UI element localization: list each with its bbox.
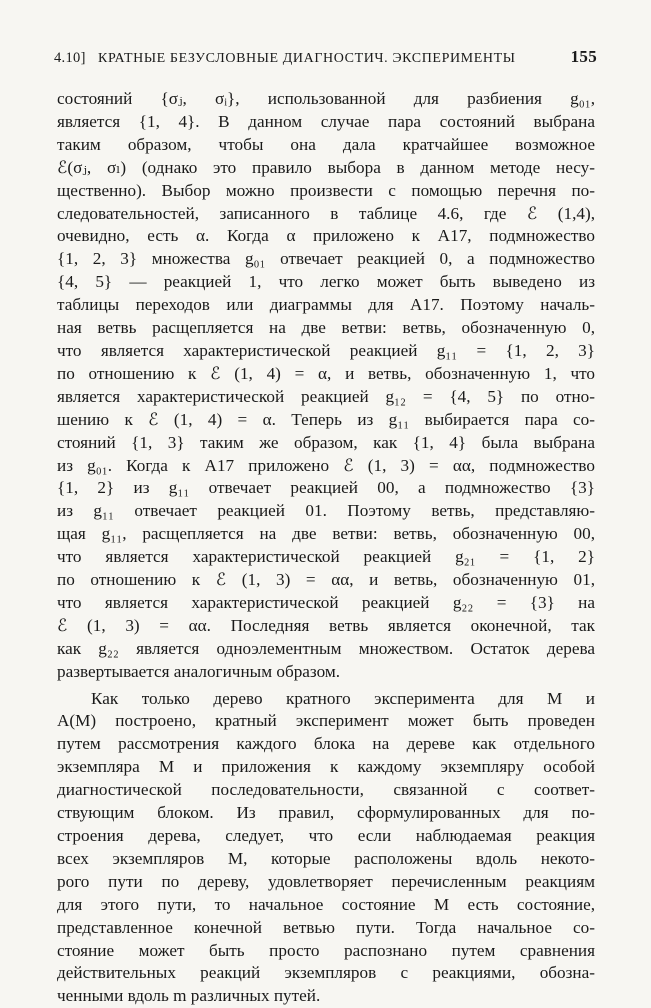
text-line: следовательностей, записанного в таблице 4.6, где ℰ (1,4), [57,203,595,223]
text-line: рого пути по дереву, удовлетворяет перечисленным реакциям [57,871,595,891]
text-line: экземпляра M и приложения к каждому экземпляру особой [57,757,595,777]
text-line: {4, 5} — реакцией 1, что легко может быть выведено из [57,272,595,292]
text-line: {1, 2, 3} множества g₀₁ отвечает реакцией 0, а подмножество [57,249,595,269]
text-line: для этого пути, то начальное состояние M есть состояние, [57,894,595,914]
text-line: ствующим блоком. Из правил, сформулированных для по- [57,803,595,823]
text-line: шению к ℰ (1, 4) = α. Теперь из g₁₁ выбирается пара со- [57,409,595,429]
text-line: как g₂₂ является одноэлементным множеством. Остаток дерева [57,638,595,658]
text-line: диагностической последовательности, связанной с соответ- [57,780,595,800]
text-line: всех экземпляров M, которые расположены вдоль некото- [57,848,595,868]
paragraph-2 [57,688,595,1008]
text-line: что является характеристической реакцией g₂₁ = {1, 2} [57,547,595,567]
text-line: ℰ(σⱼ, σₗ) (однако это правило выбора в данном методе несу- [57,157,595,177]
text-line: ченными вдоль m различных путей. [57,986,321,1006]
text-line: щая g₁₁, расщепляется на две ветви: ветвь, обозначенную 00, [57,524,595,544]
text-line: из g₀₁. Когда к A17 приложено ℰ (1, 3) = αα, подмножество [57,455,595,475]
text-line: представленное конечной ветвью пути. Тогда начальное со- [57,917,595,937]
paragraph-1 [57,88,595,684]
text-line: из g₁₁ отвечает реакцией 01. Поэтому ветвь, представляю- [57,501,595,521]
page-body [57,88,595,1008]
text-line: щественно). Выбор можно произвести с помощью перечня по- [57,180,595,200]
text-line: таким образом, чтобы она дала кратчайшее возможное [57,134,595,154]
text-line: {1, 2} из g₁₁ отвечает реакцией 00, а подмножество {3} [57,478,595,498]
text-line: что является характеристической реакцией g₂₂ = {3} на [57,592,595,612]
text-line: ℰ (1, 3) = αα. Последняя ветвь является оконечной, так [57,615,595,635]
text-line: состояний {σⱼ, σᵢ}, использованной для разбиения g₀₁, [57,89,595,108]
text-line: ная ветвь расщепляется на две ветви: ветвь, обозначенную 0, [57,318,595,338]
text-line: Как только дерево кратного эксперимента для M и [91,688,595,708]
text-line: строения дерева, следует, что если наблюдаемая реакция [57,826,595,845]
text-line: что является характеристической реакцией g₁₁ = {1, 2, 3} [57,340,595,360]
running-header [54,47,597,71]
text-line: A(M) построено, кратный эксперимент может быть проведен [57,711,595,731]
text-line: стояний {1, 3} таким же образом, как {1, 4} была выбрана [57,432,595,452]
running-title: КРАТНЫЕ БЕЗУСЛОВНЫЕ ДИАГНОСТИЧ. ЭКСПЕРИМЕНТЫ [98,51,516,66]
text-line: по отношению к ℰ (1, 4) = α, и ветвь, обозначенную 1, что [57,363,595,383]
text-line: является {1, 4}. В данном случае пара состояний выбрана [57,111,595,131]
text-line: таблицы переходов или диаграммы для A17. Поэтому началь- [57,295,595,315]
text-line: очевидно, есть α. Когда α приложено к A17, подмножество [57,226,595,246]
text-line: стояние может быть просто распознано путем сравнения [57,940,595,960]
text-line: развертывается аналогичным образом. [57,661,341,681]
text-line: путем рассмотрения каждого блока на дереве как отдельного [57,734,595,754]
text-line: действительных реакций экземпляров с реакциями, обозна- [57,963,595,983]
section-number: 4.10] [54,50,86,66]
page-number: 155 [570,47,597,66]
text-line: по отношению к ℰ (1, 3) = αα, и ветвь, обозначенную 01, [57,570,595,590]
text-line: является характеристической реакцией g₁₂ = {4, 5} по отно- [57,386,595,406]
